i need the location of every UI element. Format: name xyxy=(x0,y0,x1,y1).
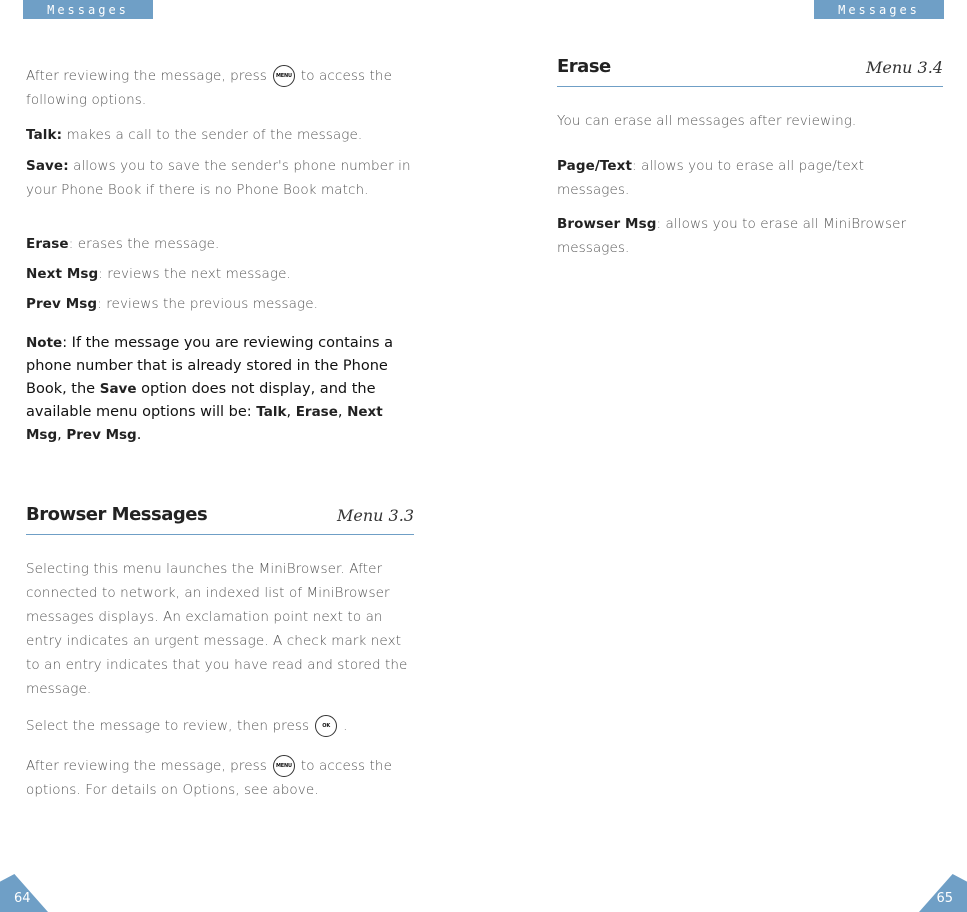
ok-key-icon: OK xyxy=(315,715,337,737)
option-erase: Erase: erases the message. xyxy=(26,236,220,252)
header-tab-right: Messages xyxy=(814,0,944,19)
browser-messages-menu: Menu 3.3 xyxy=(337,506,414,525)
erase-intro: You can erase all messages after reviewing. xyxy=(557,113,857,129)
page-number-right: 65 xyxy=(936,891,953,906)
option-talk: Talk: makes a call to the sender of the message. xyxy=(26,127,363,143)
browser-after-instruction: After reviewing the message, press MENU to access the options. For details on Options, see above. xyxy=(26,754,412,802)
erase-title: Erase xyxy=(557,56,611,77)
option-prev: Prev Msg: reviews the previous message. xyxy=(26,296,319,312)
intro-paragraph: After reviewing the message, press MENU to access the following options. xyxy=(26,64,416,112)
erase-menu: Menu 3.4 xyxy=(866,58,943,77)
erase-item-page-text: Page/Text: allows you to erase all page/text messages. xyxy=(557,158,864,198)
browser-messages-header xyxy=(26,498,414,535)
browser-messages-title: Browser Messages xyxy=(26,504,208,525)
browser-select-instruction: Select the message to review, then press OK . xyxy=(26,714,412,738)
menu-key-icon: MENU xyxy=(273,755,295,777)
option-save: Save: allows you to save the sender's phone number in your Phone Book if there is no Phone Book match. xyxy=(26,158,411,198)
option-next: Next Msg: reviews the next message. xyxy=(26,266,291,282)
header-tab-left: Messages xyxy=(23,0,153,19)
erase-header xyxy=(557,50,943,87)
browser-description: Selecting this menu launches the MiniBrowser. After connected to network, an indexed list of MiniBrowser messages displays. An exclamation point next to an entry indicates an urgent message. A check mark next to an entry indicates that you have read and stored the message. xyxy=(26,561,408,697)
erase-item-browser-msg: Browser Msg: allows you to erase all MiniBrowser messages. xyxy=(557,216,907,256)
menu-key-icon: MENU xyxy=(273,65,295,87)
note-paragraph: Note: If the message you are reviewing contains a phone number that is already stored in the Phone Book, the Save option does not display, and the available menu options will be: Talk, Erase, Next Msg, Prev Msg. xyxy=(26,335,394,443)
page-number-left: 64 xyxy=(14,891,31,906)
